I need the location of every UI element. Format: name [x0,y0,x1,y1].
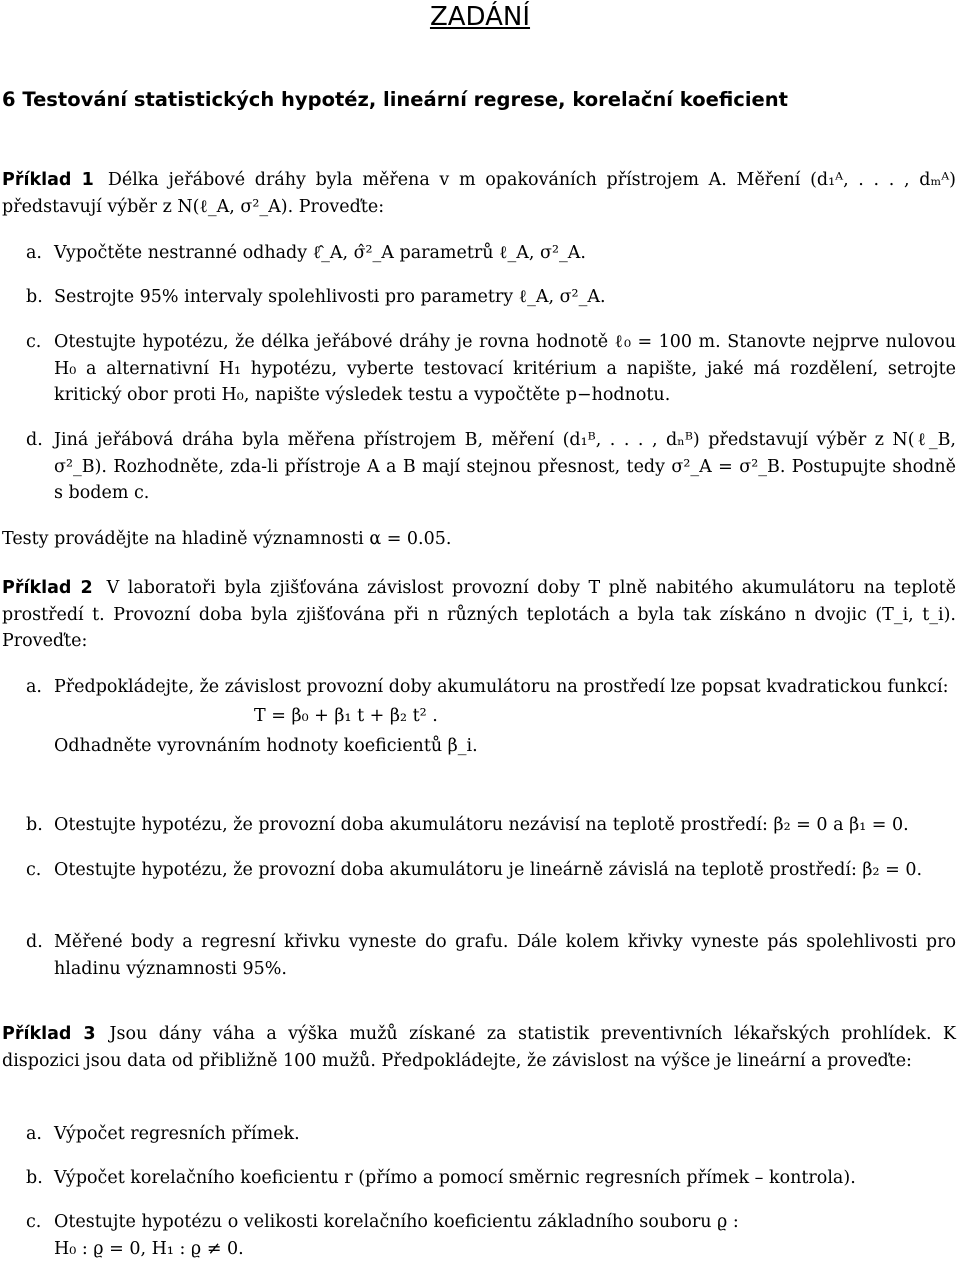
example-3-intro-text: Jsou dány váha a výška mužů získané za statistik preventivních lékařských prohlídek. K dispozici jsou data od přibližně 100 mužů. Předpokládejte, že závislost na výšce je lineární a proveďte: [2,1024,956,1071]
hypotheses-formula: H₀ : ϱ = 0, H₁ : ϱ ≠ 0. [54,1238,244,1259]
document-header [0,0,960,34]
item-text: Otestujte hypotézu o velikosti korelačního koeficientu základního souboru ϱ : [54,1212,739,1232]
section-title: 6 Testování statistických hypotéz, lineární regrese, korelační koeficient [2,88,788,111]
example-3-item-c [26,1209,956,1262]
item-text: Otestujte hypotézu, že délka jeřábové dráhy je rovna hodnotě ℓ₀ = 100 m. Stanovte nejprve nulovou H₀ a alternativní H₁ hypotézu, vyberte testovací kritérium a napište, jaké má rozdělení, setrojte kritický obor proti H₀, napište výsledek testu a vypočtěte p−hodnotu. [54,332,956,405]
example-1-label: Příklad 1 [2,170,94,190]
example-3-item-b [26,1165,956,1192]
item-marker: c. [26,860,42,880]
item-marker: c. [26,332,42,352]
item-text: Předpokládejte, že závislost provozní doby akumulátoru na prostředí lze popsat kvadratickou funkcí: [54,677,949,697]
item-text: Vypočtěte nestranné odhady ℓ̂_A, σ̂²_A parametrů ℓ_A, σ²_A. [54,243,586,263]
header-title: ZADÁNÍ [429,2,531,32]
example-2-item-c [26,857,956,884]
example-1-item-c [26,329,956,409]
example-2-item-d [26,929,956,982]
item-text: Výpočet regresních přímek. [54,1124,300,1144]
example-2-intro [2,575,956,655]
example-1-intro-text: Délka jeřábové dráhy byla měřena v m opakováních přístrojem A. Měření (d₁ᴬ, . . . , dₘᴬ) představují výběr z N(ℓ_A, σ²_A). Proveďte: [2,170,956,217]
example-1-item-d [26,427,956,507]
item-text: Otestujte hypotézu, že provozní doba akumulátoru je lineárně závislá na teplotě prostředí: β₂ = 0. [54,860,923,880]
item-marker: b. [26,815,43,835]
item-text: Výpočet korelačního koeficientu r (přímo a pomocí směrnic regresních přímek – kontrola). [54,1168,856,1188]
item-marker: c. [26,1212,42,1232]
item-text: Otestujte hypotézu, že provozní doba akumulátoru nezávisí na teplotě prostředí: β₂ = 0 a β₁ = 0. [54,815,909,835]
item-marker: a. [26,1124,42,1144]
item-text: Měřené body a regresní křivku vyneste do grafu. Dále kolem křivky vyneste pás spolehlivosti pro hladinu významnosti 95%. [54,932,956,979]
item-marker: b. [26,1168,43,1188]
item-after-text: Odhadněte vyrovnáním hodnoty koeficientů β_i. [54,736,478,756]
example-1-note: Testy provádějte na hladině významnosti α = 0.05. [2,529,452,549]
example-3-label: Příklad 3 [2,1024,96,1044]
example-2-item-b [26,812,956,839]
example-2-item-a [26,674,956,760]
item-marker: d. [26,430,43,450]
example-2-intro-text: V laboratoři byla zjišťována závislost provozní doby T plně nabitého akumulátoru na teplotě prostředí t. Provozní doba byla zjišťována při n různých teplotách a byla tak získáno n dvojic (T_i, t_i). Proveďte: [2,578,956,651]
item-marker: a. [26,677,42,697]
example-2-label: Příklad 2 [2,578,93,598]
example-3-item-a [26,1121,956,1148]
example-3-intro [2,1021,956,1074]
example-1-intro [2,167,956,220]
item-text: Jiná jeřábová dráha byla měřena přístrojem B, měření (d₁ᴮ, . . . , dₙᴮ) představují výběr z N(ℓ_B, σ²_B). Rozhodněte, zda-li přístroje A a B mají stejnou přesnost, tedy σ²_A = σ²_B. Postupujte shodně s bodem c. [54,430,956,503]
quadratic-formula: T = β₀ + β₁ t + β₂ t² . [254,705,438,726]
item-marker: b. [26,287,43,307]
example-1-item-a [26,240,956,267]
item-marker: a. [26,243,42,263]
item-text: Sestrojte 95% intervaly spolehlivosti pro parametry ℓ_A, σ²_A. [54,287,606,307]
item-marker: d. [26,932,43,952]
example-1-item-b [26,284,956,311]
